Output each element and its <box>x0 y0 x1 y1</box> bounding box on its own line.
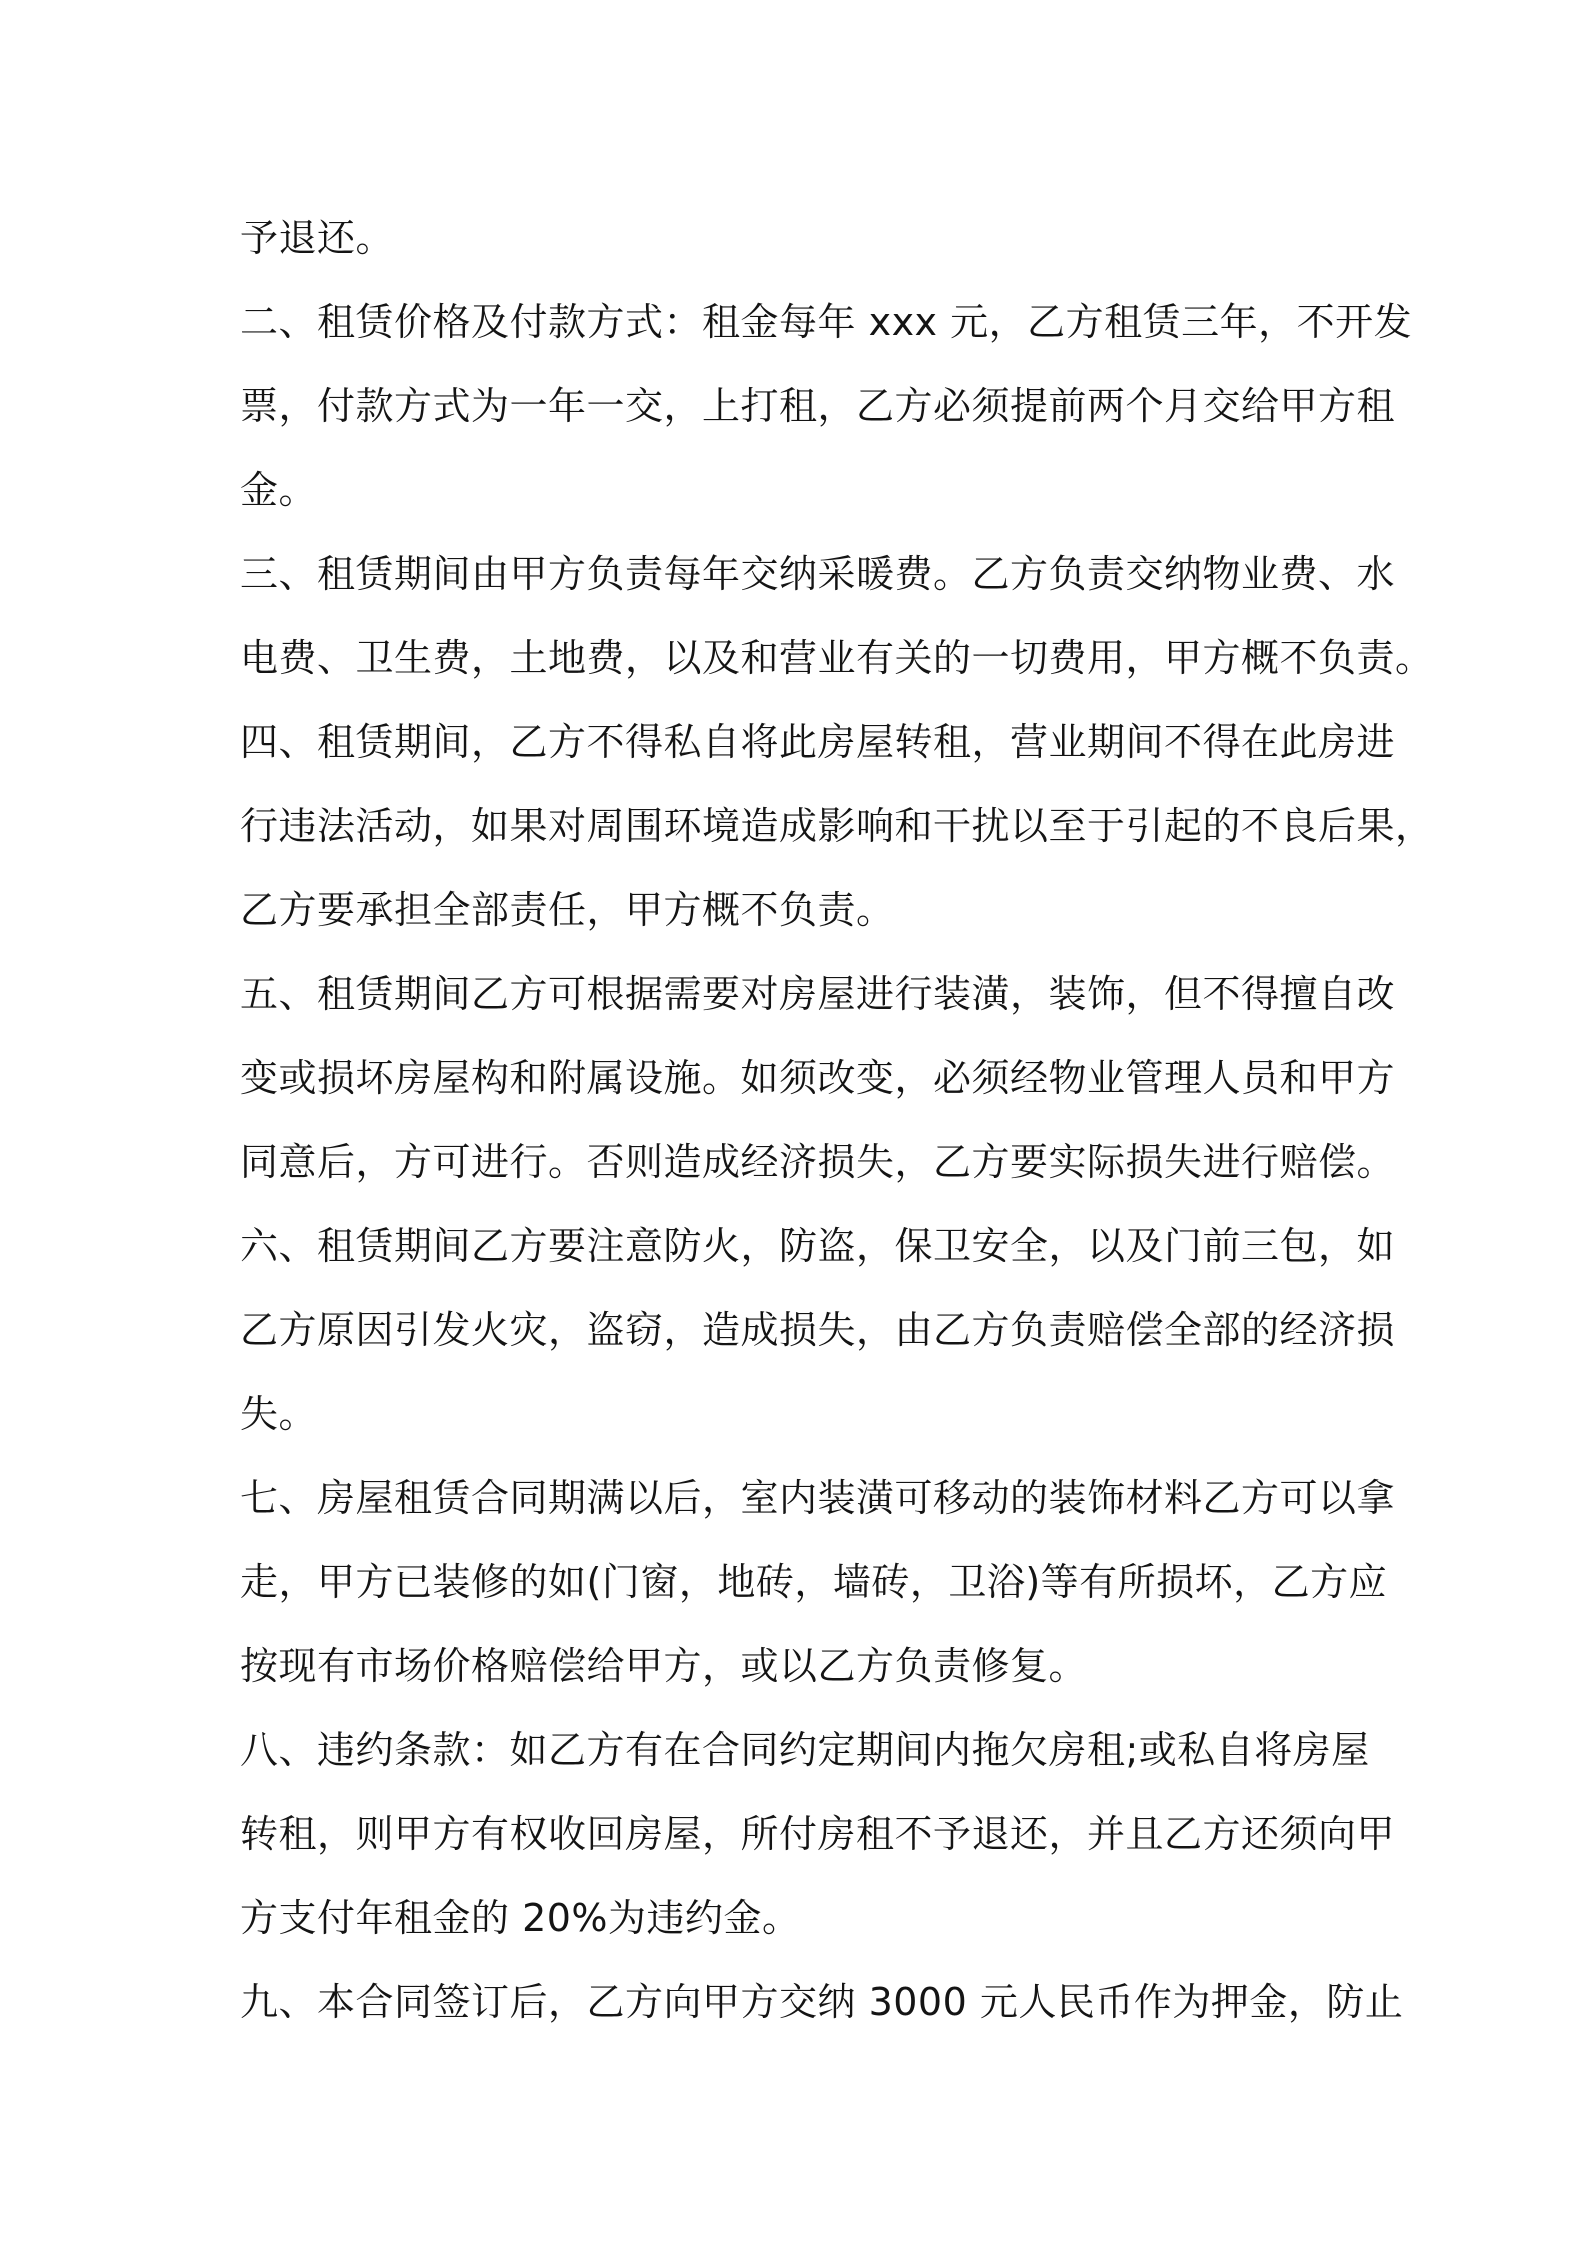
text-line: 行违法活动，如果对周围环境造成影响和干扰以至于引起的不良后果， <box>240 804 1434 848</box>
text-line: 九、本合同签订后，乙方向甲方交纳 3000 元人民币作为押金，防止 <box>240 1980 1404 2024</box>
text-line: 三、租赁期间由甲方负责每年交纳采暖费。乙方负责交纳物业费、水 <box>240 552 1396 596</box>
text-line: 八、违约条款：如乙方有在合同约定期间内拖欠房租;或私自将房屋 <box>240 1728 1370 1772</box>
contract-body-text <box>240 196 1434 2044</box>
text-line: 电费、卫生费，土地费，以及和营业有关的一切费用，甲方概不负责。 <box>240 636 1434 680</box>
text-line: 二、租赁价格及付款方式：租金每年 xxx 元，乙方租赁三年，不开发 <box>240 300 1413 344</box>
text-line: 失。 <box>240 1392 318 1436</box>
text-line: 予退还。 <box>240 216 395 260</box>
text-line: 四、租赁期间，乙方不得私自将此房屋转租，营业期间不得在此房进 <box>240 720 1396 764</box>
text-line: 转租，则甲方有权收回房屋，所付房租不予退还，并且乙方还须向甲 <box>240 1812 1396 1856</box>
text-line: 五、租赁期间乙方可根据需要对房屋进行装潢，装饰，但不得擅自改 <box>240 972 1396 1016</box>
text-line: 金。 <box>240 468 318 512</box>
text-line: 六、租赁期间乙方要注意防火，防盗，保卫安全，以及门前三包，如 <box>240 1224 1396 1268</box>
text-line: 走，甲方已装修的如(门窗，地砖，墙砖，卫浴)等有所损坏，乙方应 <box>240 1560 1388 1604</box>
text-line: 同意后，方可进行。否则造成经济损失，乙方要实际损失进行赔偿。 <box>240 1140 1396 1184</box>
text-line: 乙方原因引发火灾，盗窃，造成损失，由乙方负责赔偿全部的经济损 <box>240 1308 1396 1352</box>
text-line: 七、房屋租赁合同期满以后，室内装潢可移动的装饰材料乙方可以拿 <box>240 1476 1396 1520</box>
text-line: 按现有市场价格赔偿给甲方，或以乙方负责修复。 <box>240 1644 1088 1688</box>
text-line: 乙方要承担全部责任，甲方概不负责。 <box>240 888 895 932</box>
text-line: 变或损坏房屋构和附属设施。如须改变，必须经物业管理人员和甲方 <box>240 1056 1396 1100</box>
text-line: 方支付年租金的 20%为违约金。 <box>240 1896 801 1940</box>
text-line: 票，付款方式为一年一交，上打租，乙方必须提前两个月交给甲方租 <box>240 384 1396 428</box>
